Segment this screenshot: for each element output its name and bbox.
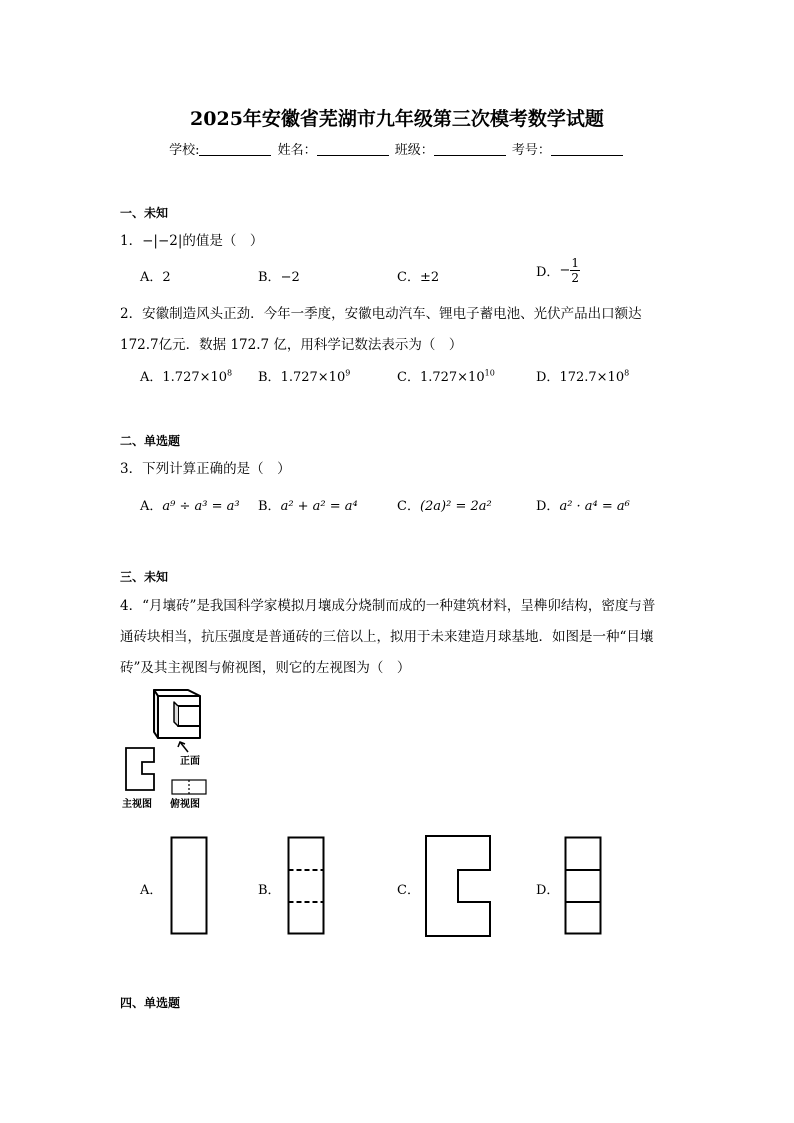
q3-option-c[interactable] [397, 495, 492, 514]
section-heading-3: 三、未知 [120, 570, 169, 584]
option-value: (2a)² = 2a² [419, 499, 492, 514]
q1-option-b[interactable] [258, 266, 300, 285]
option-label: D． [536, 265, 560, 280]
fraction [570, 256, 580, 285]
section-heading-1: 一、未知 [120, 206, 169, 220]
option-label: A． [140, 370, 163, 385]
option-base: 172.7×10 [559, 370, 625, 385]
option-sign: − [559, 263, 571, 278]
class-field[interactable] [434, 143, 506, 156]
option-label: D． [536, 499, 560, 514]
main-view-drawing [126, 748, 154, 790]
exam-no-label: 考号： [511, 143, 551, 158]
front-label: 正面 [180, 756, 200, 767]
student-info-line [0, 139, 794, 158]
school-label: 学校: [169, 143, 200, 158]
q1-prefix: 1． [120, 233, 143, 249]
q2-option-b[interactable] [258, 366, 350, 385]
option-value: a⁹ ÷ a³ = a³ [162, 499, 240, 514]
option-label: C． [397, 499, 420, 514]
question-1-stem [120, 229, 263, 249]
q4-option-c-label[interactable]: C． [397, 883, 420, 898]
denominator: 2 [571, 271, 579, 285]
q4-option-d-label[interactable]: D． [536, 883, 560, 898]
question-4-line-3: 砖”及其主视图与俯视图，则它的左视图为（ ） [120, 660, 411, 676]
section-heading-2: 二、单选题 [120, 434, 181, 448]
class-label: 班级： [394, 143, 434, 158]
q2-option-a[interactable] [140, 366, 232, 385]
question-2-line-1: 2．安徽制造风头正劲．今年一季度，安徽电动汽车、锂电子蓄电池、光伏产品出口额达 [120, 306, 642, 322]
q4-option-a-figure[interactable] [170, 836, 210, 938]
q1-option-c[interactable] [397, 266, 439, 285]
q1-expression: −|−2| [142, 233, 183, 249]
option-base: 1.727×10 [280, 370, 346, 385]
q4-option-b-figure[interactable] [287, 836, 327, 938]
question-4-line-2: 通砖块相当，抗压强度是普通砖的三倍以上，拟用于未来建造月球基地．如图是一种“目壤 [120, 629, 654, 645]
option-exponent: 9 [345, 368, 351, 378]
top-view-label: 俯视图 [170, 799, 200, 810]
top-view-drawing [172, 780, 206, 794]
section-heading-4: 四、单选题 [120, 996, 181, 1010]
option-value: ±2 [419, 270, 440, 285]
q2-option-d[interactable] [536, 366, 629, 385]
option-value: a² + a² = a⁴ [280, 499, 358, 514]
option-label: D． [536, 370, 560, 385]
option-label: B． [258, 370, 281, 385]
q1-option-a[interactable] [140, 266, 171, 285]
q1-suffix: 的值是（ ） [182, 233, 264, 249]
q2-option-c[interactable] [397, 366, 495, 385]
name-field[interactable] [317, 143, 389, 156]
numerator: 1 [571, 256, 579, 270]
option-label: B． [258, 499, 281, 514]
page-title: 2025年安徽省芜湖市九年级第三次模考数学试题 [190, 108, 604, 130]
exam-no-field[interactable] [551, 143, 623, 156]
option-label: A． [140, 270, 163, 285]
main-view-label: 主视图 [122, 799, 152, 810]
school-field[interactable] [199, 143, 271, 156]
q3-option-a[interactable] [140, 495, 240, 514]
option-base: 1.727×10 [419, 370, 485, 385]
question-4-line-1: 4．“月壤砖”是我国科学家模拟月壤成分烧制而成的一种建筑材料，呈榫卯结构，密度与普 [120, 598, 656, 614]
option-exponent: 8 [227, 368, 233, 378]
brick-3d-drawing [154, 690, 200, 738]
q3-option-b[interactable] [258, 495, 358, 514]
q4-option-c-figure[interactable] [424, 834, 494, 940]
brick-figure [118, 686, 218, 816]
option-label: B． [258, 270, 281, 285]
option-exponent: 10 [484, 368, 495, 378]
question-2-line-2: 172.7亿元．数据 172.7 亿，用科学记数法表示为（ ） [120, 337, 463, 353]
option-value: −2 [280, 270, 300, 285]
option-label: A． [140, 499, 163, 514]
option-label: C． [397, 370, 420, 385]
q4-option-b-label[interactable]: B． [258, 883, 281, 898]
q1-option-d[interactable] [536, 256, 580, 285]
question-3-stem: 3．下列计算正确的是（ ） [120, 461, 291, 477]
front-arrow-icon [178, 742, 188, 752]
option-value: a² · a⁴ = a⁶ [559, 499, 630, 514]
option-label: C． [397, 270, 420, 285]
name-label: 姓名： [277, 143, 317, 158]
option-value: 2 [162, 270, 171, 285]
option-exponent: 8 [624, 368, 630, 378]
option-base: 1.727×10 [162, 370, 228, 385]
q3-option-d[interactable] [536, 495, 630, 514]
brick-notch [178, 706, 200, 726]
q4-option-d-figure[interactable] [564, 836, 604, 938]
q4-option-a-label[interactable]: A． [140, 883, 163, 898]
